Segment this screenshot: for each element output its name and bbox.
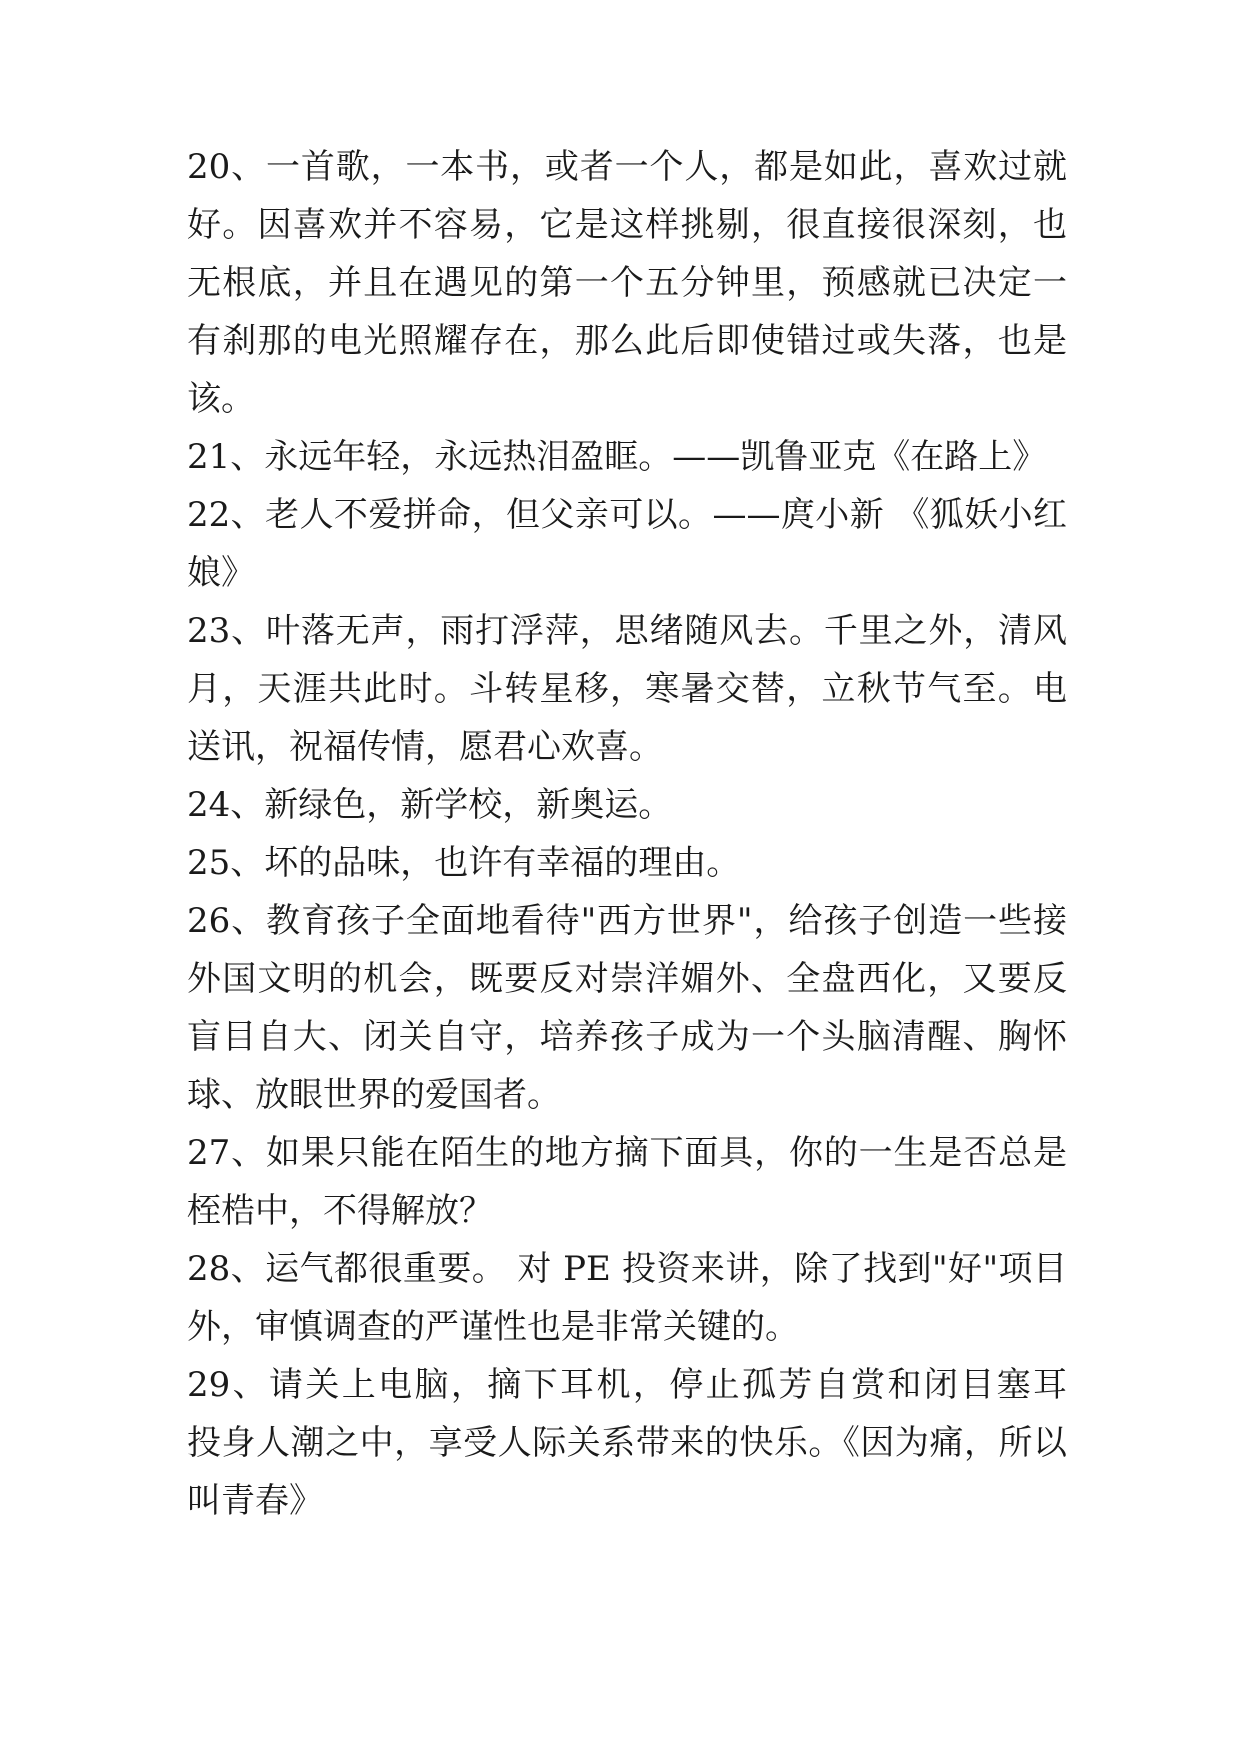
text-line: 无根底，并且在遇见的第一个五分钟里，预感就已决定一 xyxy=(187,263,1067,303)
text-line: 22、老人不爱拼命，但父亲可以。——庹小新 《狐妖小红 xyxy=(187,495,1067,535)
text-line: 有刹那的电光照耀存在，那么此后即使错过或失落，也是 xyxy=(187,321,1067,361)
text-line: 叫青春》 xyxy=(187,1481,323,1521)
text-line: 21、永远年轻，永远热泪盈眶。——凯鲁亚克《在路上》 xyxy=(187,437,1047,477)
text-line: 27、如果只能在陌生的地方摘下面具，你的一生是否总是 xyxy=(187,1133,1067,1173)
text-line: 25、坏的品味，也许有幸福的理由。 xyxy=(187,843,741,883)
text-line: 盲目自大、闭关自守，培养孩子成为一个头脑清醒、胸怀 xyxy=(187,1017,1067,1057)
text-line: 娘》 xyxy=(187,553,255,593)
text-line: 28、运气都很重要。 对 PE 投资来讲，除了找到"好"项目 xyxy=(187,1249,1067,1289)
text-line: 26、教育孩子全面地看待"西方世界"，给孩子创造一些接 xyxy=(187,901,1067,941)
text-line: 23、叶落无声，雨打浮萍，思绪随风去。千里之外，清风 xyxy=(187,611,1067,651)
text-line: 29、请关上电脑，摘下耳机，停止孤芳自赏和闭目塞耳 xyxy=(187,1365,1067,1405)
text-line: 该。 xyxy=(187,379,255,419)
text-line: 24、新绿色，新学校，新奥运。 xyxy=(187,785,673,825)
text-line: 月，天涯共此时。斗转星移，寒暑交替，立秋节气至。电 xyxy=(187,669,1067,709)
text-line: 球、放眼世界的爱国者。 xyxy=(187,1075,561,1115)
text-line: 20、一首歌，一本书，或者一个人，都是如此，喜欢过就 xyxy=(187,147,1067,187)
text-line: 桎梏中，不得解放？ xyxy=(187,1191,493,1231)
text-line: 投身人潮之中，享受人际关系带来的快乐。《因为痛，所以 xyxy=(187,1423,1067,1463)
text-line: 好。因喜欢并不容易，它是这样挑剔，很直接很深刻，也 xyxy=(187,205,1067,245)
text-line: 送讯，祝福传情，愿君心欢喜。 xyxy=(187,727,663,767)
text-line: 外，审慎调查的严谨性也是非常关键的。 xyxy=(187,1307,799,1347)
text-line: 外国文明的机会，既要反对崇洋媚外、全盘西化，又要反 xyxy=(187,959,1067,999)
